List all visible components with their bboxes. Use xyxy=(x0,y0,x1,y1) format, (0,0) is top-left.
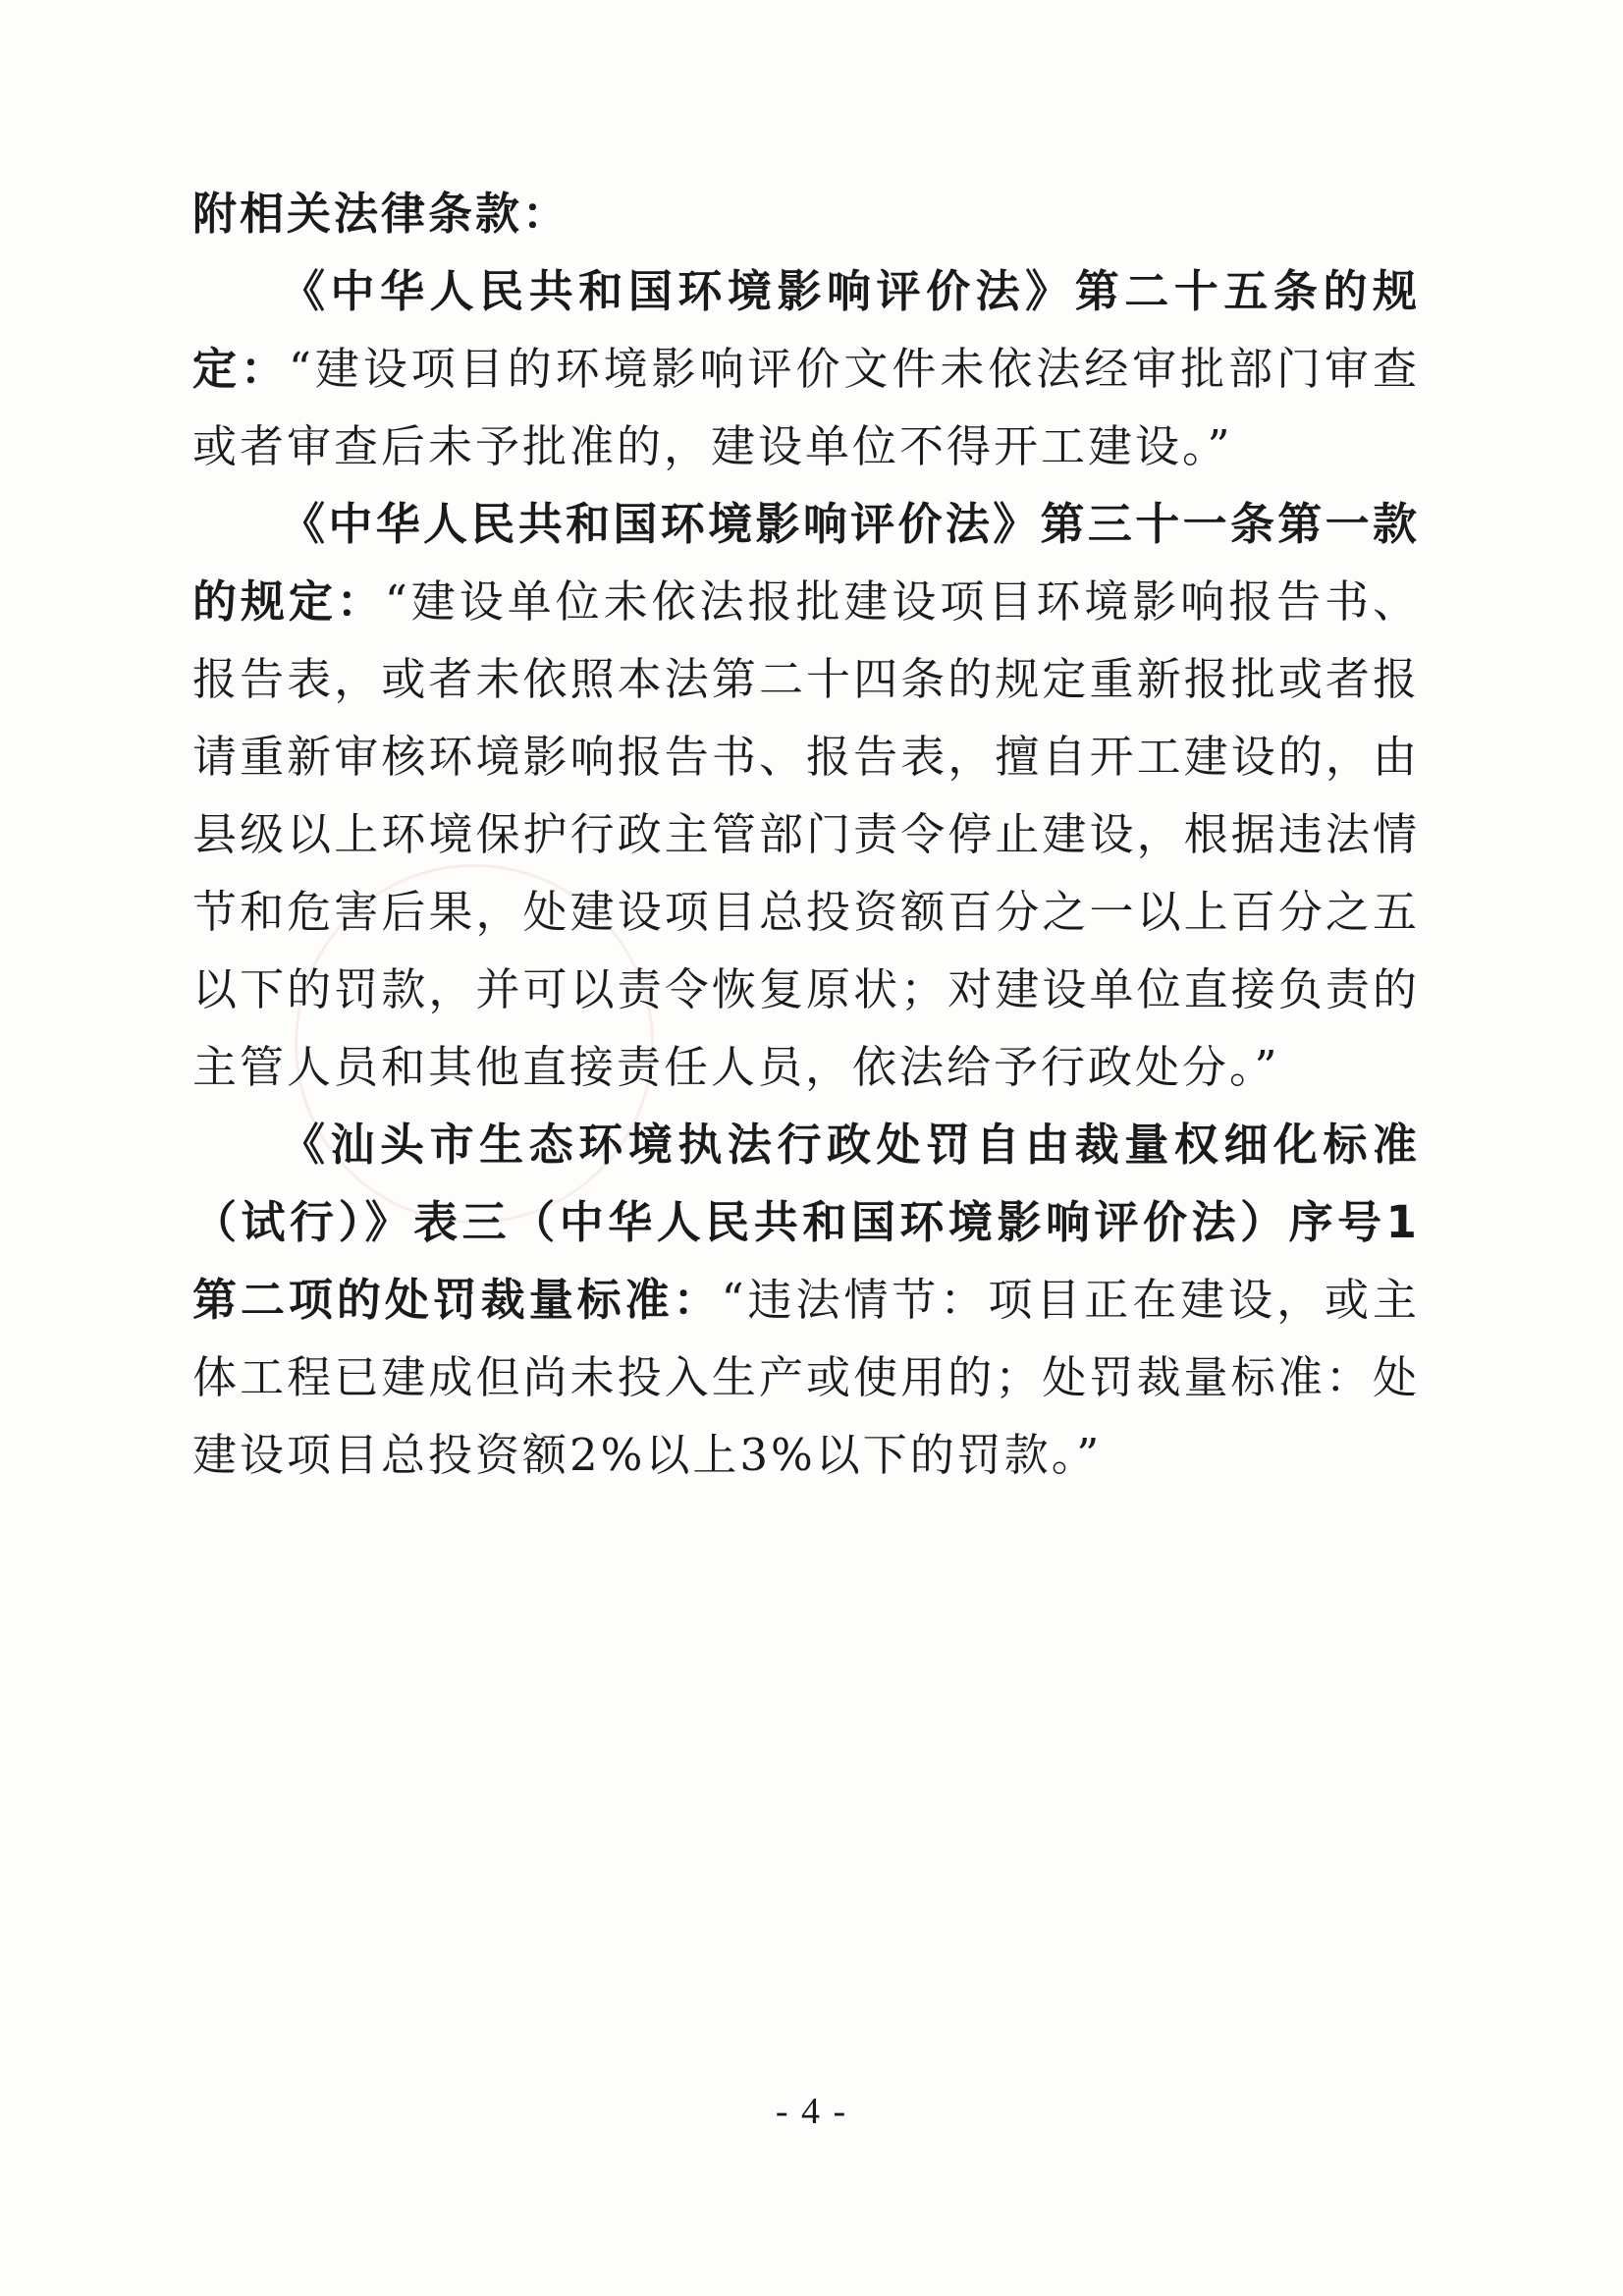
law-clause-paragraph xyxy=(192,1106,1420,1494)
law-clause-paragraph xyxy=(192,252,1420,485)
law-text: “建设项目的环境影响评价文件未依法经审批部门审查或者审查后未予批准的，建设单位不得开工建设。” xyxy=(192,343,1420,472)
page-number: - 4 - xyxy=(775,2091,848,2132)
document-body xyxy=(192,175,1420,1494)
law-text: “建设单位未依法报批建设项目环境影响报告书、报告表，或者未依照本法第二十四条的规定重新报批或者报请重新审核环境影响报告书、报告表，擅自开工建设的，由县级以上环境保护行政主管部门责令停止建设，根据违法情节和危害后果，处建设项目总投资额百分之一以上百分之五以下的罚款，并可以责令恢复原状；对建设单位直接负责的主管人员和其他直接责任人员，依法给予行政处分。” xyxy=(192,575,1420,1093)
law-text: “违法情节：项目正在建设，或主体工程已建成但尚未投入生产或使用的；处罚裁量标准：处建设项目总投资额2%以上3%以下的罚款。” xyxy=(192,1274,1420,1481)
law-citation: 《中华人民共和国环境影响评价法》第二十五条的规定： xyxy=(192,265,1420,395)
law-citation: 《汕头市生态环境执法行政处罚自由裁量权细化标准（试行）》表三（中华人民共和国环境影响评价法）序号1第二项的处罚裁量标准： xyxy=(192,1119,1420,1326)
law-citation: 《中华人民共和国环境影响评价法》第三十一条第一款的规定： xyxy=(192,498,1420,628)
law-clause-paragraph xyxy=(192,485,1420,1106)
section-heading: 附相关法律条款： xyxy=(192,188,570,240)
